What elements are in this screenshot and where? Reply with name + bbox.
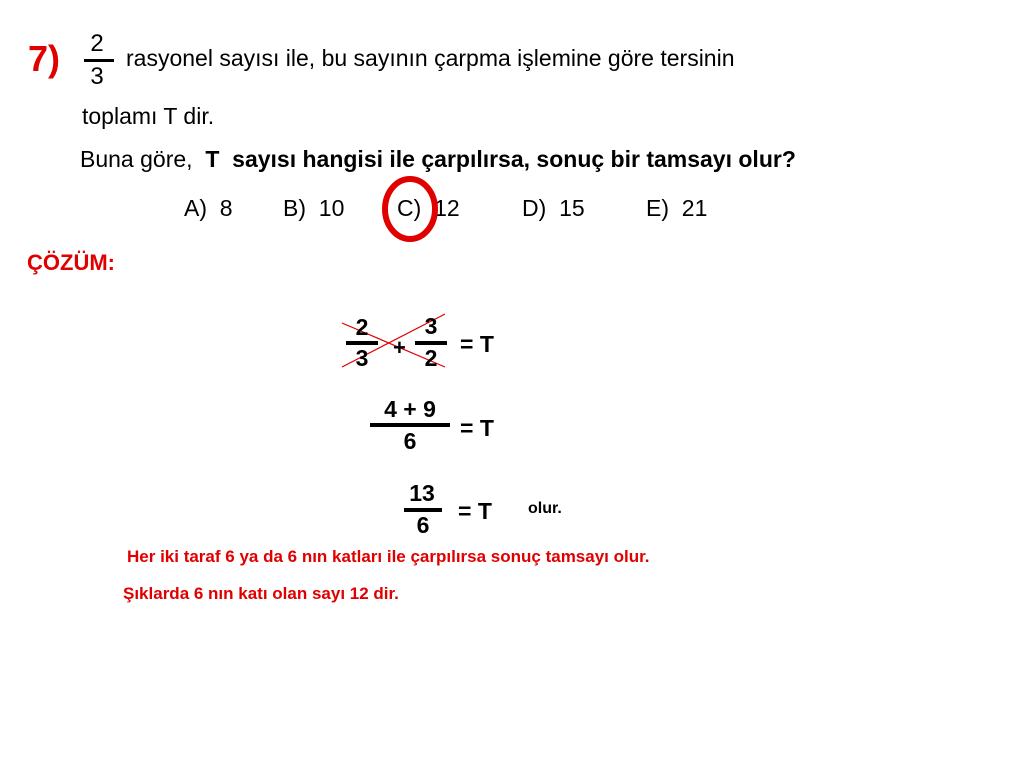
step1-fraction1-denominator: 3 <box>355 345 369 371</box>
option-a-label: A) <box>184 195 207 221</box>
prompt-variable: T <box>205 146 220 172</box>
question-line1: rasyonel sayısı ile, bu sayının çarpma işlemine göre tersinin <box>126 45 735 71</box>
option-b-value: 10 <box>318 195 345 221</box>
option-d-label: D) <box>522 195 547 221</box>
option-d-value: 15 <box>559 195 585 221</box>
step2-equals-t: = T <box>460 415 494 441</box>
step2-numerator: 4 + 9 <box>384 396 436 422</box>
step2-fraction-bar <box>370 423 450 427</box>
step1-fraction2-numerator: 3 <box>424 313 438 339</box>
question-number: 7) <box>28 38 61 79</box>
prompt-prefix: Buna göre, <box>80 146 193 172</box>
option-c-value: 12 <box>434 195 460 221</box>
step2-denominator: 6 <box>403 428 417 454</box>
step3-denominator: 6 <box>416 512 430 538</box>
prompt-rest: sayısı hangisi ile çarpılırsa, sonuç bir tamsayı olur? <box>232 146 796 172</box>
step1-equals-t: = T <box>460 331 494 357</box>
explanation-line2: Şıklarda 6 nın katı olan sayı 12 dir. <box>123 584 399 603</box>
solution-heading: ÇÖZÜM: <box>27 250 115 275</box>
answer-circle-icon <box>385 179 435 239</box>
step1-plus: + <box>393 335 406 360</box>
question-line2: toplamı T dir. <box>82 103 215 129</box>
option-e-value: 21 <box>681 195 708 221</box>
fraction-denominator: 3 <box>90 63 104 90</box>
step1-fraction1-numerator: 2 <box>355 314 369 340</box>
step3-note: olur. <box>528 500 562 517</box>
step1-fraction2-denominator: 2 <box>424 345 438 371</box>
option-e-label: E) <box>646 195 669 221</box>
fraction-numerator: 2 <box>90 30 104 57</box>
option-c-label: C) <box>397 195 422 221</box>
option-b-label: B) <box>283 195 306 221</box>
option-a-value: 8 <box>219 195 233 221</box>
step3-equals-t: = T <box>458 498 492 524</box>
explanation-line1: Her iki taraf 6 ya da 6 nın katları ile çarpılırsa sonuç tamsayı olur. <box>127 547 650 566</box>
step3-numerator: 13 <box>409 480 435 506</box>
